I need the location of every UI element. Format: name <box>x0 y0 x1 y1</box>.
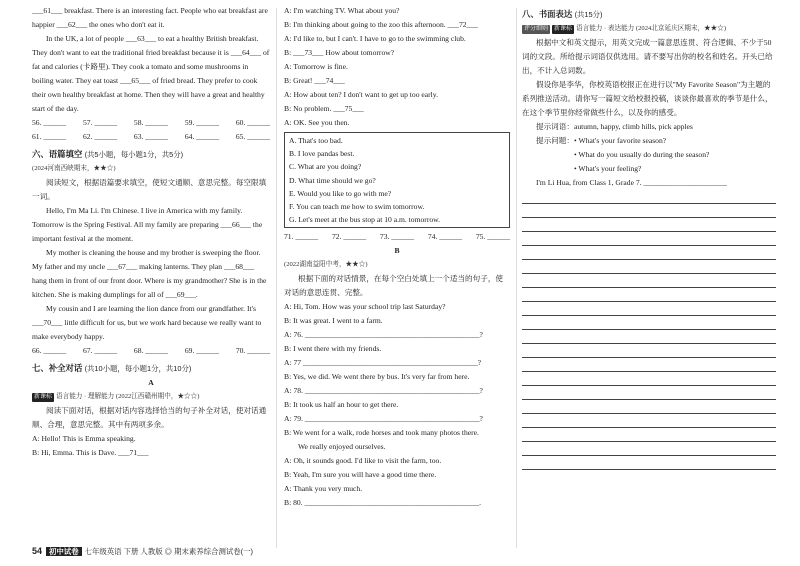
answer-blank[interactable]: 61. ______ <box>32 132 67 141</box>
source-note: (2022湖南益阳中考，★★☆) <box>284 261 368 269</box>
source-note: (2024河南西峡期末，★★☆) <box>32 165 116 172</box>
instructions: 阅读短文，根据语篇要求填空，使短文通顺、意思完整。每空限填一词。 <box>32 178 267 201</box>
passage-paragraph: My cousin and I are learning the lion dance from our grandfather. It's ___70___ little difficult for us, but we work hard because we really want to make everybody happy. <box>32 304 262 341</box>
option-item: D. What time should we go? <box>289 175 376 185</box>
page-number: 54 <box>32 546 43 556</box>
dialogue-line: B: Yes, we did. We went there by bus. It's very far from here. <box>284 372 470 382</box>
passage-paragraph: In the UK, a lot of people ___63___ to eat a healthy British breakfast. They don't want to eat the traditional fried breakfast because it is ___64___ of fat and calories (卡路里). They cook a tomato and some mushrooms in boiling water. They eat toast ___65___ of fried bread. They prefer to cook their own healthy breakfast at home. Then they will have a great and healthy start of the day. <box>32 34 270 113</box>
answer-blank[interactable]: 71. ______ <box>284 232 319 242</box>
answer-blank[interactable]: 56. ______ <box>32 118 67 127</box>
hint-words: 提示词语：autumn, happy, climb hills, pick apples <box>536 122 693 131</box>
dialogue-line: A: I'd like to, but I can't. I have to go to the swimming club. <box>284 34 466 43</box>
dialogue-line: A: Tomorrow is fine. <box>284 62 348 71</box>
section-subtitle: (共5小题，每小题1分，共5分) <box>84 150 184 159</box>
passage-line: ___61___ breakfast. There is an interesting fact. People who eat breakfast are happier ___62___ the ones who don't eat it. <box>32 6 268 29</box>
column-middle <box>284 4 510 510</box>
dialogue-line: B: Yeah, I'm sure you will have a good time there. <box>284 470 437 480</box>
answer-row <box>32 116 270 130</box>
dialogue-line: B: I went there with my friends. <box>284 344 382 354</box>
dialogue-line: A: I'm watching TV. What about you? <box>284 6 400 15</box>
curriculum-tag: 新课标 <box>34 394 53 400</box>
writing-line[interactable] <box>522 414 776 428</box>
writing-line[interactable] <box>522 400 776 414</box>
answer-blank[interactable]: 60. ______ <box>235 118 270 127</box>
footer-text: 七年级英语 下册 人教版 ◎ 期末素养综合测试卷(一) <box>84 547 253 556</box>
answer-row <box>32 130 270 144</box>
source-note <box>32 390 270 404</box>
dialogue-blank-line[interactable]: A: 77 ______________________________________________? <box>284 358 482 368</box>
section-subtitle: (共15分) <box>574 10 603 19</box>
source-text: 语言能力 · 表达能力 (2024北京延庆区期末，★★☆) <box>576 25 727 32</box>
writing-line[interactable] <box>522 344 776 358</box>
options-box <box>284 132 510 228</box>
answer-blank[interactable]: 58. ______ <box>133 118 169 127</box>
hint-question: 提示问题：• What's your favorite season? <box>536 136 667 145</box>
dialogue-line: B: Hi, Emma. This is Dave. ___71___ <box>32 448 149 457</box>
option-item: C. What are you doing? <box>289 162 362 172</box>
writing-line[interactable] <box>522 190 776 204</box>
dialogue-line: B: I'm thinking about going to the zoo this afternoon. ___72___ <box>284 20 478 29</box>
writing-line[interactable] <box>522 372 776 386</box>
answer-blank[interactable]: 74. ______ <box>427 232 463 242</box>
scoring-tag: 评分细则 <box>524 26 549 32</box>
instructions: 假设你是李华，你校英语校报正在进行以"My Favorite Season"为主题的系列推送活动。请你写一篇短文给校报投稿，谈谈你最喜欢的季节是什么，在这个季节里你经常做些什么，以及你的感受。 <box>522 80 773 117</box>
writing-line[interactable] <box>522 260 776 274</box>
option-item: G. Let's meet at the bus stop at 10 a.m. tomorrow. <box>289 215 441 225</box>
section-subtitle: (共10小题，每小题1分，共10分) <box>84 364 192 373</box>
curriculum-tag: 新课标 <box>554 26 573 32</box>
writing-line[interactable] <box>522 274 776 288</box>
answer-blank[interactable]: 62. ______ <box>82 132 118 141</box>
page-footer <box>32 546 253 557</box>
dialogue-blank-line[interactable]: A: 76. ______________________________________________? <box>284 330 483 340</box>
writing-line[interactable] <box>522 232 776 246</box>
writing-line[interactable] <box>522 330 776 344</box>
column-divider <box>276 8 277 548</box>
answer-blank[interactable]: 57. ______ <box>82 118 118 127</box>
dialogue-line: A: Oh, it sounds good. I'd like to visit the farm, too. <box>284 456 442 466</box>
answer-blank[interactable]: 63. ______ <box>133 132 169 141</box>
writing-line[interactable] <box>522 442 776 456</box>
section-title: 六、语篇填空 <box>32 149 83 159</box>
answer-row <box>32 344 270 358</box>
answer-blank[interactable]: 66. ______ <box>32 346 67 355</box>
dialogue-line: A: OK. See you then. <box>284 118 350 127</box>
writing-line[interactable] <box>522 456 776 470</box>
section-title: 七、补全对话 <box>32 363 83 373</box>
dialogue-blank-line[interactable]: A: 79. ______________________________________________? <box>284 414 483 424</box>
dialogue-line: B: We went for a walk, rode horses and took many photos there. <box>284 428 479 438</box>
writing-area[interactable] <box>522 190 776 470</box>
section-heading <box>32 361 270 376</box>
source-text: 语言能力 · 理解能力 (2022江西赣州期中，★☆☆) <box>56 393 200 400</box>
source-note <box>522 22 776 36</box>
writing-line[interactable] <box>522 428 776 442</box>
writing-line[interactable] <box>522 204 776 218</box>
dialogue-blank-line[interactable]: B: 80. ______________________________________________. <box>284 498 482 508</box>
writing-line[interactable] <box>522 246 776 260</box>
dialogue-line: B: No problem. ___75___ <box>284 104 364 113</box>
dialogue-line: A: Hello! This is Emma speaking. <box>32 434 136 443</box>
instructions: 根据中文和英文提示，用英文完成一篇意思连贯、符合逻辑、不少于50词的文段。所给提示词语仅供选用。请不要写出你的校名和姓名。开头已给出，不计入总词数。 <box>522 38 773 75</box>
option-item: B. I love pandas best. <box>289 149 355 159</box>
essay-start[interactable]: I'm Li Hua, from Class 1, Grade 7. ______________________ <box>536 178 727 187</box>
answer-blank[interactable]: 68. ______ <box>133 346 169 355</box>
section-title: 八、书面表达 <box>522 9 573 19</box>
writing-line[interactable] <box>522 358 776 372</box>
writing-line[interactable] <box>522 288 776 302</box>
dialogue-line: A: How about ten? I don't want to get up too early. <box>284 90 438 99</box>
answer-blank[interactable]: 65. ______ <box>235 132 270 141</box>
hint-question: • What's your feeling? <box>574 164 642 173</box>
hint-question: • What do you usually do during the season? <box>574 150 710 159</box>
answer-blank[interactable]: 64. ______ <box>184 132 220 141</box>
option-item: F. You can teach me how to swim tomorrow. <box>289 202 425 212</box>
section-heading <box>522 7 776 22</box>
answer-row <box>284 230 510 244</box>
dialogue-line: B: ___73___ How about tomorrow? <box>284 48 395 57</box>
column-right <box>522 4 776 470</box>
answer-blank[interactable]: 73. ______ <box>379 232 415 242</box>
instructions: 根据下面的对话情景，在每个空白处填上一个适当的句子，使对话的意思连贯、完整。 <box>284 274 504 298</box>
column-left <box>32 4 270 460</box>
dialogue-blank-line[interactable]: A: 78. ______________________________________________? <box>284 386 483 396</box>
option-item: E. Would you like to go with me? <box>289 188 392 198</box>
dialogue-line: B: Great! ___74___ <box>284 76 345 85</box>
column-divider <box>516 8 517 548</box>
answer-blank[interactable]: 72. ______ <box>331 232 367 242</box>
answer-blank[interactable]: 59. ______ <box>184 118 220 127</box>
option-item: A. That's too bad. <box>289 136 343 145</box>
instructions: 阅读下面对话，根据对话内容选择恰当的句子补全对话，使对话通顺、合理，意思完整。其中有两项多余。 <box>32 406 267 429</box>
part-label: A <box>148 378 154 387</box>
answer-blank[interactable]: 75. ______ <box>475 232 510 242</box>
section-heading <box>32 147 270 162</box>
writing-line[interactable] <box>522 218 776 232</box>
answer-blank[interactable]: 67. ______ <box>82 346 118 355</box>
passage-paragraph: My mother is cleaning the house and my brother is sweeping the floor. My father and my uncle ___67___ making lanterns. They plan ___68___ hang them in front of our front door. Where is my grandmother? She is in the kitchen. She is making dumplings for all of ___69___. <box>32 248 267 299</box>
dialogue-line: We really enjoyed ourselves. <box>298 442 386 452</box>
passage-paragraph: Hello, I'm Ma Li. I'm Chinese. I live in America with my family. Tomorrow is the Spring Festival. All my family are preparing ___66___ the important festival at the moment. <box>32 206 263 243</box>
dialogue-line: B: It was great. I went to a farm. <box>284 316 383 326</box>
answer-blank[interactable]: 70. ______ <box>235 346 270 355</box>
dialogue-line: B: It took us half an hour to get there. <box>284 400 399 410</box>
answer-blank[interactable]: 69. ______ <box>184 346 220 355</box>
part-label: B <box>394 246 400 256</box>
dialogue-line: A: Hi, Tom. How was your school trip last Saturday? <box>284 302 446 312</box>
dialogue-line: A: Thank you very much. <box>284 484 363 494</box>
brand-label: 初中试卷 <box>46 547 82 556</box>
writing-line[interactable] <box>522 386 776 400</box>
writing-line[interactable] <box>522 302 776 316</box>
writing-line[interactable] <box>522 316 776 330</box>
